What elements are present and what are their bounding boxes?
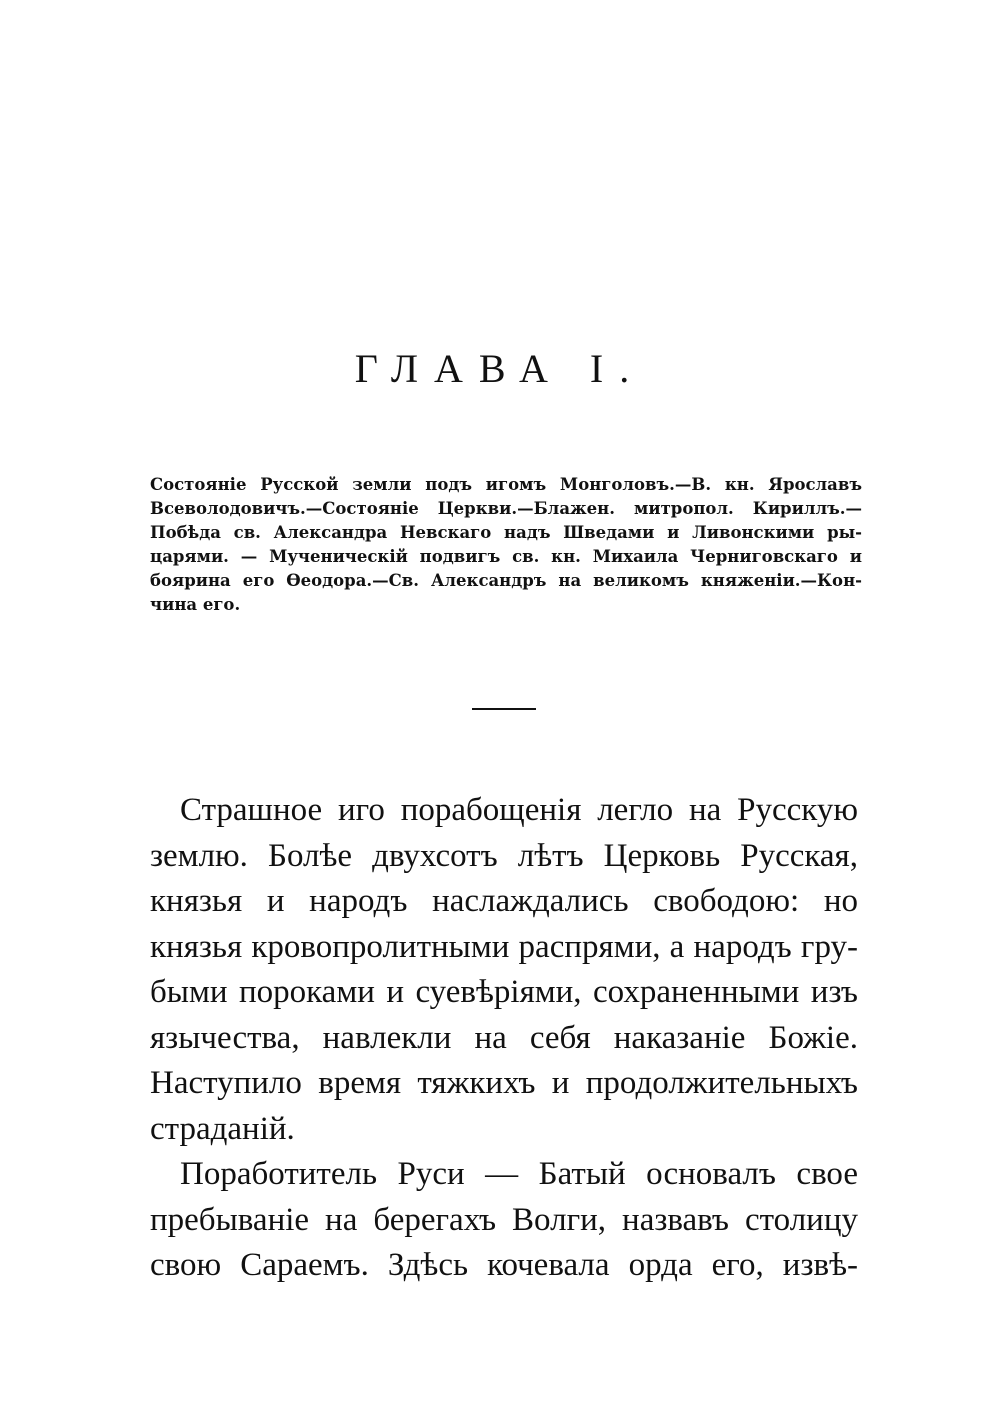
- paragraph-1: [150, 788, 858, 1152]
- text-line: быми пороками и суевѣрiями, сохраненными изъ: [150, 974, 858, 1010]
- text-line: князья кровопролитными распрями, а народъ гру-: [150, 928, 858, 965]
- chapter-summary: [150, 473, 862, 617]
- summary-line: боярина его Өеодора.—Св. Александръ на великомъ княженiи.—Кон-: [150, 571, 862, 590]
- section-divider: [472, 708, 536, 710]
- body-text: [150, 788, 858, 1289]
- summary-line: Побѣда св. Александра Невскаго надъ Шведами и Ливонскими ры-: [150, 523, 862, 542]
- text-line: князья и народъ наслаждались свободою: но: [150, 883, 858, 919]
- text-line: язычества, навлекли на себя наказанiе Божiе.: [150, 1019, 858, 1056]
- text-line: Поработитель Руси — Батый основалъ свое: [180, 1156, 858, 1192]
- text-line: Наступило время тяжкихъ и продолжительныхъ: [150, 1065, 858, 1101]
- summary-line: Всеволодовичъ.—Состоянiе Церкви.—Блажен. митропол. Кириллъ.—: [150, 499, 862, 518]
- text-line: Страшное иго порабощенiя легло на Русскую: [180, 792, 858, 828]
- text-line: пребыванiе на берегахъ Волги, назвавъ столицу: [150, 1201, 858, 1238]
- text-line: землю. Болѣе двухсотъ лѣтъ Церковь Русская,: [150, 837, 858, 874]
- summary-line: Состоянiе Русской земли подъ игомъ Монголовъ.—В. кн. Ярославъ: [150, 475, 862, 494]
- text-line: свою Сараемъ. Здѣсь кочевала орда его, извѣ-: [150, 1247, 858, 1283]
- summary-line: чина его.: [150, 595, 241, 614]
- summary-line: царями. — Мученическiй подвигъ св. кн. Михаила Черниговскаго и: [150, 547, 862, 566]
- chapter-title: ГЛАВА I.: [354, 346, 646, 391]
- paragraph-2: [150, 1152, 858, 1289]
- text-line: страданiй.: [150, 1110, 295, 1147]
